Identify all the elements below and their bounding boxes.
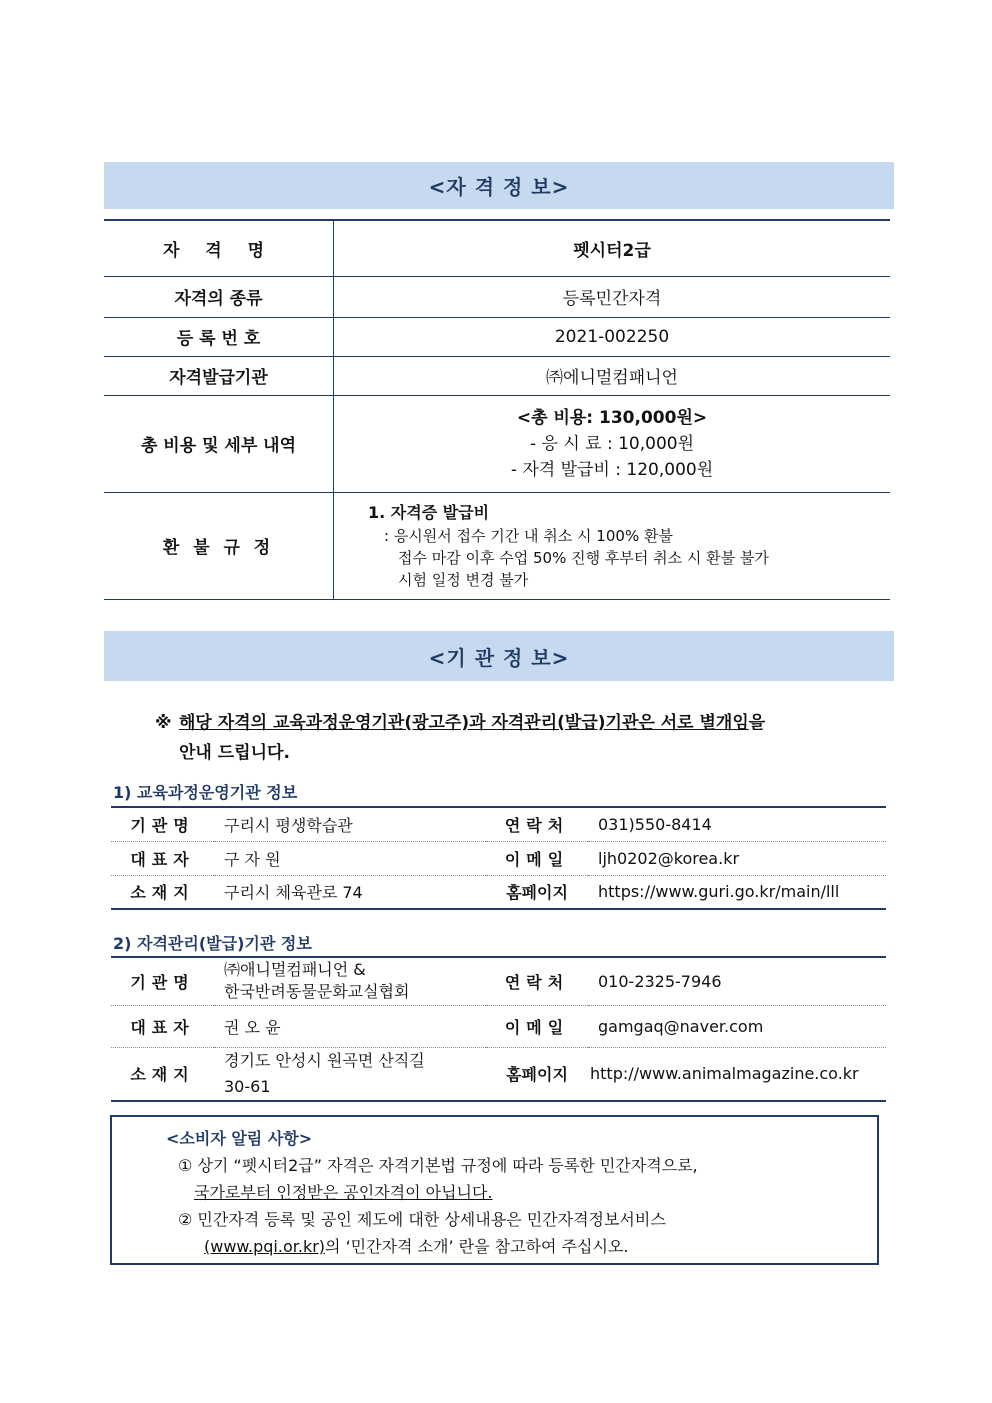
qualification-name-value: 펫시터2급 — [334, 220, 891, 276]
refund-line-1: : 응시원서 접수 기간 내 취소 시 100% 환불 — [384, 526, 673, 545]
issue-org-contact-label: 연락처 — [486, 957, 588, 1005]
edu-org-section-title: 1) 교육과정운영기관 정보 — [113, 783, 298, 802]
organization-info-banner — [104, 631, 894, 681]
consumer-item-2-line-1 — [178, 1206, 877, 1233]
consumer-notice-box — [110, 1115, 879, 1265]
issue-org-website-value[interactable]: http://www.animalmagazine.co.kr — [588, 1047, 886, 1101]
registration-number-label: 등 록 번 호 — [104, 317, 334, 356]
qualification-info-banner — [104, 162, 894, 209]
issue-org-website-label: 홈페이지 — [486, 1047, 588, 1101]
issue-org-email-label: 이메일 — [486, 1005, 588, 1047]
table-row — [111, 841, 886, 875]
table-row — [111, 957, 886, 1005]
issue-org-email-value: gamgaq@naver.com — [588, 1005, 886, 1047]
separation-notice — [155, 708, 855, 768]
edu-org-rep-label: 대표자 — [111, 841, 214, 875]
edu-org-contact-label: 연락처 — [486, 807, 588, 841]
qualification-name-label: 자 격 명 — [104, 220, 334, 276]
edu-org-name-label: 기관명 — [111, 807, 214, 841]
refund-line-3: 시험 일정 변경 불가 — [398, 570, 529, 589]
issue-org-name-line-1: ㈜애니멀컴패니언 & — [224, 960, 366, 980]
cost-exam-fee: - 응 시 료 : 10,000원 — [529, 433, 695, 454]
consumer-item-2-text: ② 민간자격 등록 및 공인 제도에 대한 상세내용은 민간자격정보서비스 — [178, 1210, 666, 1229]
consumer-item-1-line-1: ① 상기 “펫시터2급” 자격은 자격기본법 규정에 따라 등록한 민간자격으로, — [178, 1156, 698, 1175]
table-row — [104, 356, 890, 395]
cost-total: <총 비용: 130,000원> — [516, 407, 708, 428]
table-row — [104, 220, 890, 276]
edu-org-website-label: 홈페이지 — [486, 875, 588, 909]
edu-org-name-value: 구리시 평생학습관 — [214, 807, 486, 841]
issue-org-contact-value: 010-2325-7946 — [588, 957, 886, 1005]
consumer-item-2-line-2 — [204, 1233, 877, 1260]
issue-org-rep-label: 대표자 — [111, 1005, 214, 1047]
issue-org-address-line-1: 경기도 안성시 원곡면 산직길 — [224, 1050, 425, 1070]
consumer-notice-title: <소비자 알림 사항> — [166, 1129, 313, 1148]
edu-org-website-value[interactable]: https://www.guri.go.kr/main/lll — [588, 875, 886, 909]
table-row — [111, 1047, 886, 1101]
edu-org-rep-value: 구 자 원 — [214, 841, 486, 875]
issue-org-section-title: 2) 자격관리(발급)기관 정보 — [113, 934, 312, 953]
refund-policy-label: 환 불 규 정 — [104, 492, 334, 599]
cost-issue-fee: - 자격 발급비 : 120,000원 — [510, 459, 714, 480]
edu-org-address-value: 구리시 체육관로 74 — [214, 875, 486, 909]
table-row — [111, 875, 886, 909]
edu-org-table — [111, 806, 886, 910]
organization-info-title: <기 관 정 보> — [428, 645, 570, 670]
qualification-info-title: <자 격 정 보> — [428, 175, 570, 199]
refund-title: 1. 자격증 발급비 — [368, 502, 490, 522]
consumer-item-1-line-2: 국가로부터 인정받은 공인자격이 아닙니다. — [194, 1183, 493, 1202]
cost-details — [334, 395, 891, 492]
edu-org-email-value: ljh0202@korea.kr — [588, 841, 886, 875]
issue-org-address-value — [214, 1047, 486, 1101]
table-row — [111, 1005, 886, 1047]
refund-policy-details — [334, 492, 891, 599]
edu-org-contact-value: 031)550-8414 — [588, 807, 886, 841]
edu-org-address-label: 소재지 — [111, 875, 214, 909]
pqi-link[interactable]: (www.pqi.or.kr) — [204, 1237, 326, 1256]
table-row — [104, 492, 890, 599]
issue-org-name-label: 기관명 — [111, 957, 214, 1005]
notice-tail-text: 을 — [748, 713, 766, 733]
consumer-item-2-tail: 의 ‘민간자격 소개’ 란을 참고하여 주십시오. — [325, 1237, 629, 1256]
issuing-organization-label: 자격발급기관 — [104, 356, 334, 395]
qualification-type-value: 등록민간자격 — [334, 276, 891, 317]
qualification-info-table — [104, 219, 890, 600]
refund-line-2: 접수 마감 이후 수업 50% 진행 후부터 취소 시 환불 불가 — [398, 548, 769, 567]
notice-line-2: 안내 드립니다. — [179, 743, 290, 763]
edu-org-email-label: 이메일 — [486, 841, 588, 875]
issue-org-rep-value: 권 오 윤 — [214, 1005, 486, 1047]
notice-underlined-text: 해당 자격의 교육과정운영기관(광고주)과 자격관리(발급)기관은 서로 별개임 — [179, 713, 749, 733]
cost-label: 총 비용 및 세부 내역 — [104, 395, 334, 492]
issue-org-name-line-2: 한국반려동물문화교실협회 — [224, 982, 410, 1002]
reference-mark: ※ — [155, 713, 172, 733]
issue-org-address-label: 소재지 — [111, 1047, 214, 1101]
qualification-type-label: 자격의 종류 — [104, 276, 334, 317]
table-row — [104, 317, 890, 356]
table-row — [104, 276, 890, 317]
issue-org-name-value — [214, 957, 486, 1005]
registration-number-value: 2021-002250 — [334, 317, 891, 356]
table-row — [111, 807, 886, 841]
issue-org-address-line-2: 30-61 — [224, 1076, 271, 1096]
table-row — [104, 395, 890, 492]
issuing-organization-value: ㈜에니멀컴패니언 — [334, 356, 891, 395]
issue-org-table — [111, 956, 886, 1102]
